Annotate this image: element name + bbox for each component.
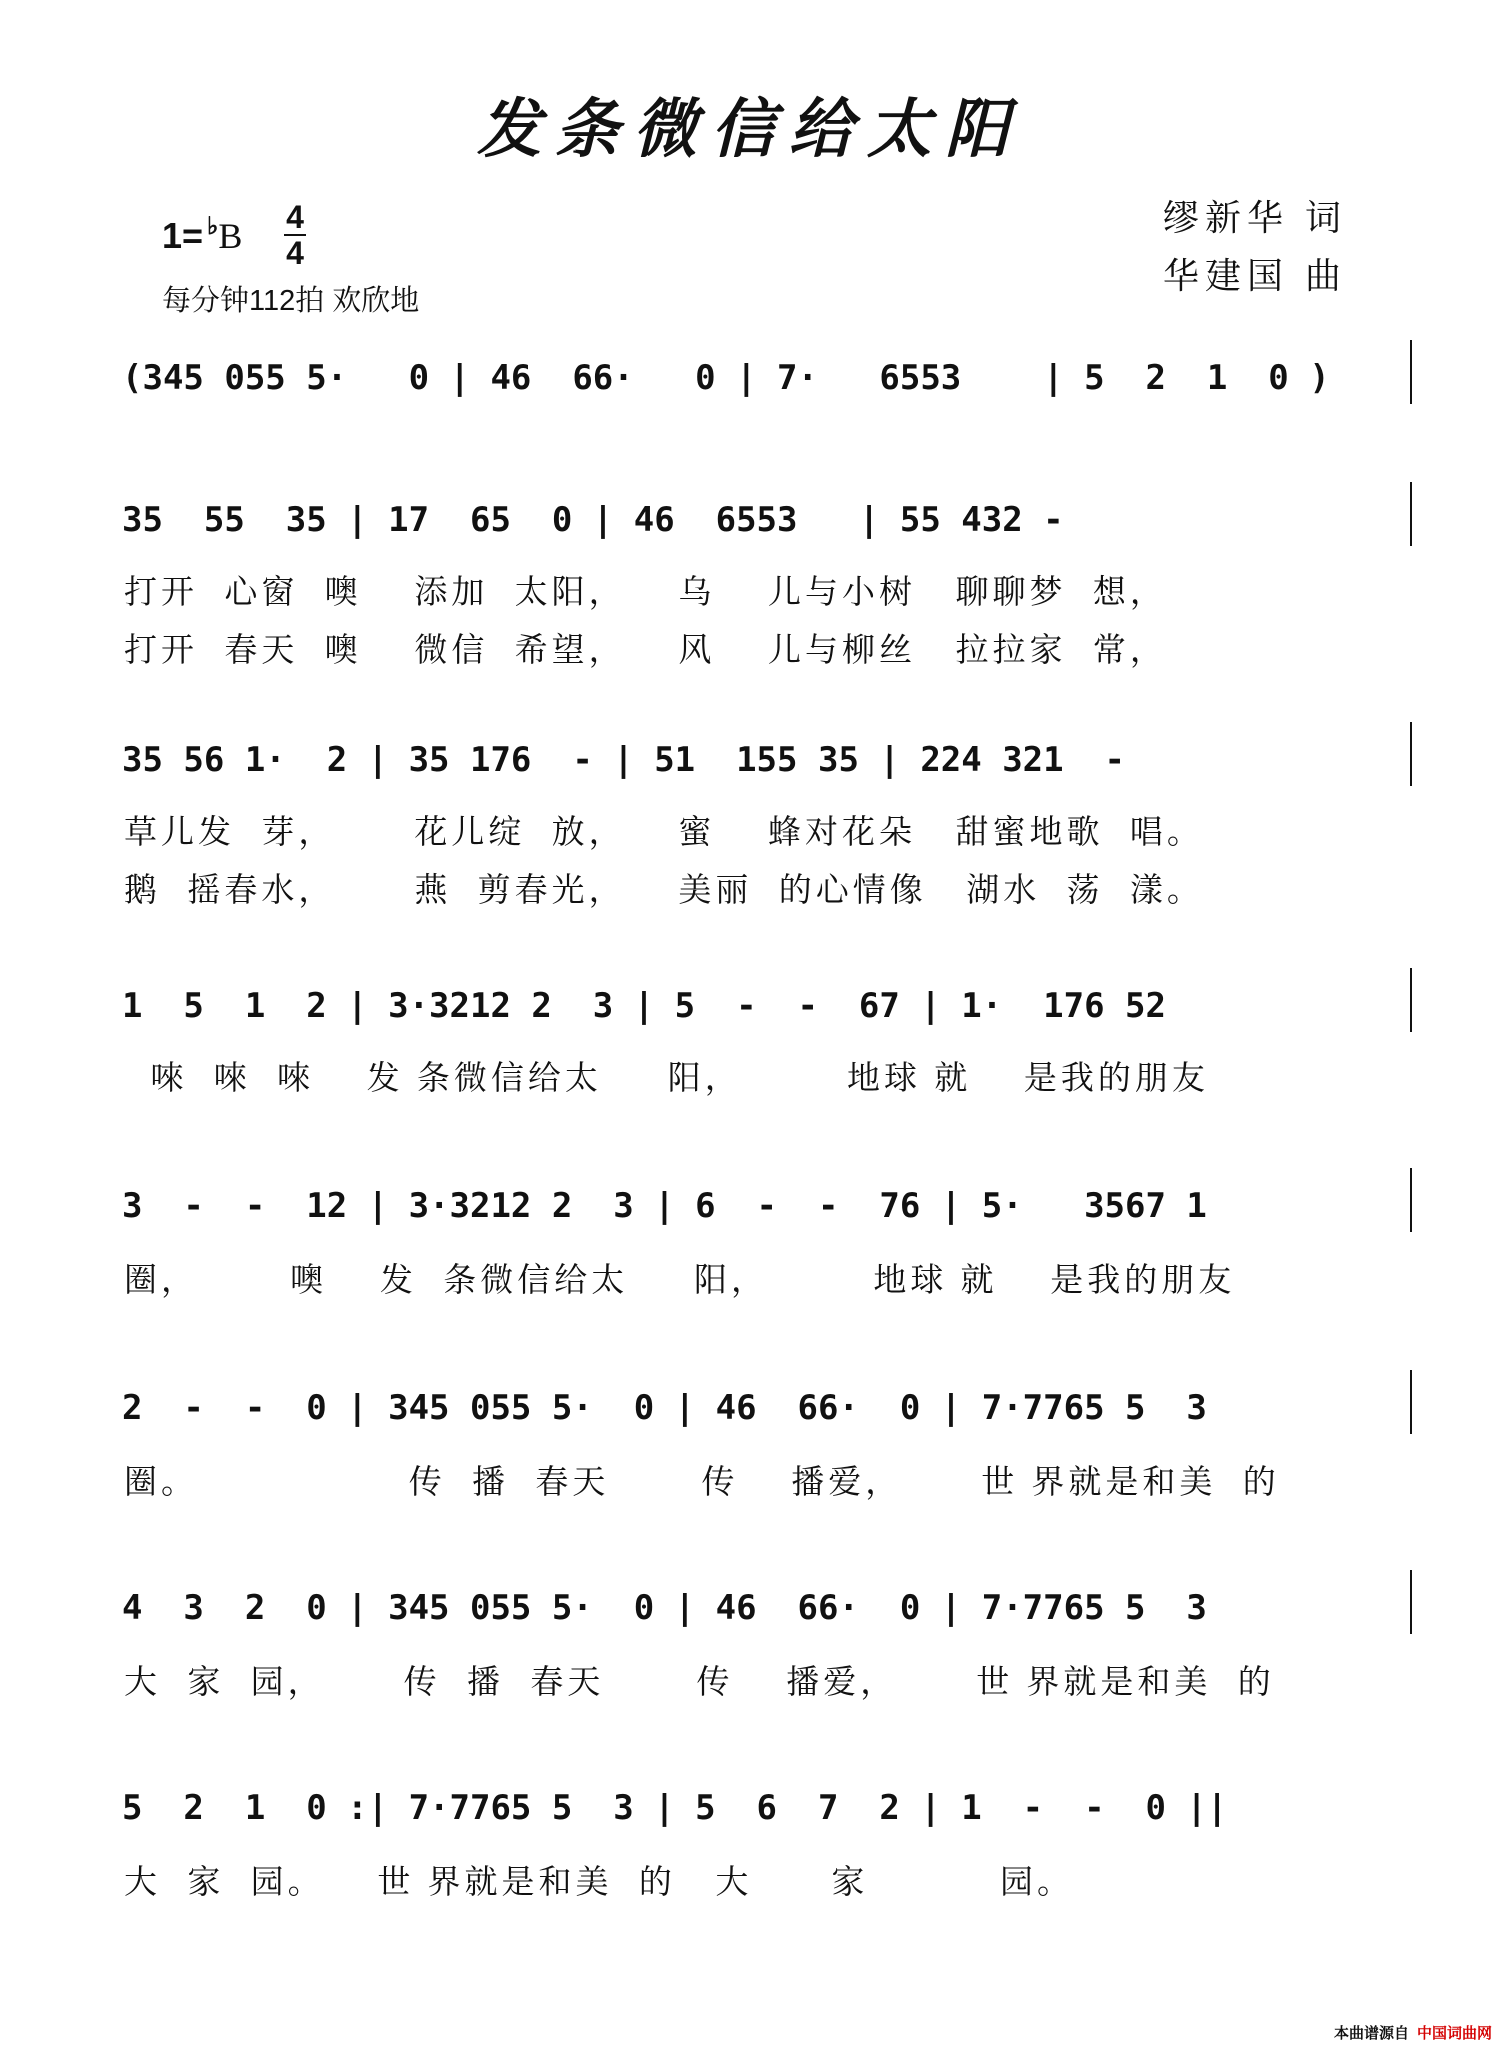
lyric-line: 圈。 传 播 春天 传 播爱， 世 界就是和美 的: [124, 1463, 1280, 1500]
lyric-line: 草儿发 芽， 花儿绽 放， 蜜 蜂对花朵 甜蜜地歌 唱。: [124, 813, 1204, 850]
barline: [1410, 340, 1412, 404]
music-system-5: [122, 1176, 1412, 1240]
music-system-1: [122, 348, 1412, 412]
key-tonic: B: [218, 216, 243, 256]
barline: [1410, 722, 1412, 786]
lyric-line: 圈， 噢 发 条微信给太 阳， 地球 就 是我的朋友: [124, 1261, 1236, 1298]
time-signature: [284, 200, 306, 270]
source-site-link[interactable]: 中国词曲网: [1416, 2025, 1492, 2042]
flat-sign: ♭: [207, 213, 219, 240]
lyric-line: 鹅 摇春水， 燕 剪春光， 美丽 的心情像 湖水 荡 漾。: [124, 871, 1204, 908]
time-numerator: 4: [286, 199, 304, 235]
lyric-line: 打开 心窗 噢 添加 太阳， 乌 儿与小树 聊聊梦 想，: [124, 573, 1167, 610]
lyric-line: 打开 春天 噢 微信 希望， 风 儿与柳丝 拉拉家 常，: [124, 631, 1167, 668]
source-label: 本曲谱源自: [1333, 2025, 1409, 2042]
barline: [1410, 968, 1412, 1032]
barline: [1410, 1370, 1412, 1434]
key-prefix: 1=: [162, 215, 204, 256]
barline: [1410, 1168, 1412, 1232]
notation-line: (345 055 5· 0 | 46 66· 0 | 7· 6553 | 5 2 1 0 ): [122, 358, 1330, 398]
lyricist-credit: 缪新华 词: [1163, 197, 1348, 238]
source-footer: [1334, 2022, 1492, 2043]
lyric-line: 大 家 园。 世 界就是和美 的 大 家 园。: [124, 1863, 1075, 1900]
lyric-line: 唻 唻 唻 发 条微信给太 阳， 地球 就 是我的朋友: [124, 1059, 1209, 1096]
tempo-marking: 每分钟112拍 欢欣地: [162, 285, 420, 317]
notation-line: 35 56 1· 2 | 35 176 - | 51 155 35 | 224 321 -: [122, 740, 1126, 780]
lyric-line: 大 家 园， 传 播 春天 传 播爱， 世 界就是和美 的: [124, 1663, 1275, 1700]
music-system-8: [122, 1778, 1412, 1842]
music-system-3: [122, 730, 1412, 794]
notation-line: 2 - - 0 | 345 055 5· 0 | 46 66· 0 | 7·7765 5 3: [122, 1388, 1207, 1428]
key-signature: [162, 212, 242, 257]
notation-line: 3 - - 12 | 3·3212 2 3 | 6 - - 76 | 5· 3567 1: [122, 1186, 1207, 1226]
music-system-7: [122, 1578, 1412, 1642]
song-title: 发条微信给太阳: [477, 92, 1023, 167]
notation-line: 1 5 1 2 | 3·3212 2 3 | 5 - - 67 | 1· 176 52: [122, 986, 1166, 1026]
notation-line: 35 55 35 | 17 65 0 | 46 6553 | 55 432 -: [122, 500, 1064, 540]
music-system-2: [122, 490, 1412, 554]
music-system-4: [122, 976, 1412, 1040]
composer-credit: 华建国 曲: [1163, 255, 1348, 296]
music-system-6: [122, 1378, 1412, 1442]
time-denominator: 4: [286, 235, 304, 271]
barline: [1410, 482, 1412, 546]
barline: [1410, 1570, 1412, 1634]
notation-line: 5 2 1 0 :| 7·7765 5 3 | 5 6 7 2 | 1 - - 0 ||: [122, 1788, 1228, 1828]
notation-line: 4 3 2 0 | 345 055 5· 0 | 46 66· 0 | 7·7765 5 3: [122, 1588, 1207, 1628]
